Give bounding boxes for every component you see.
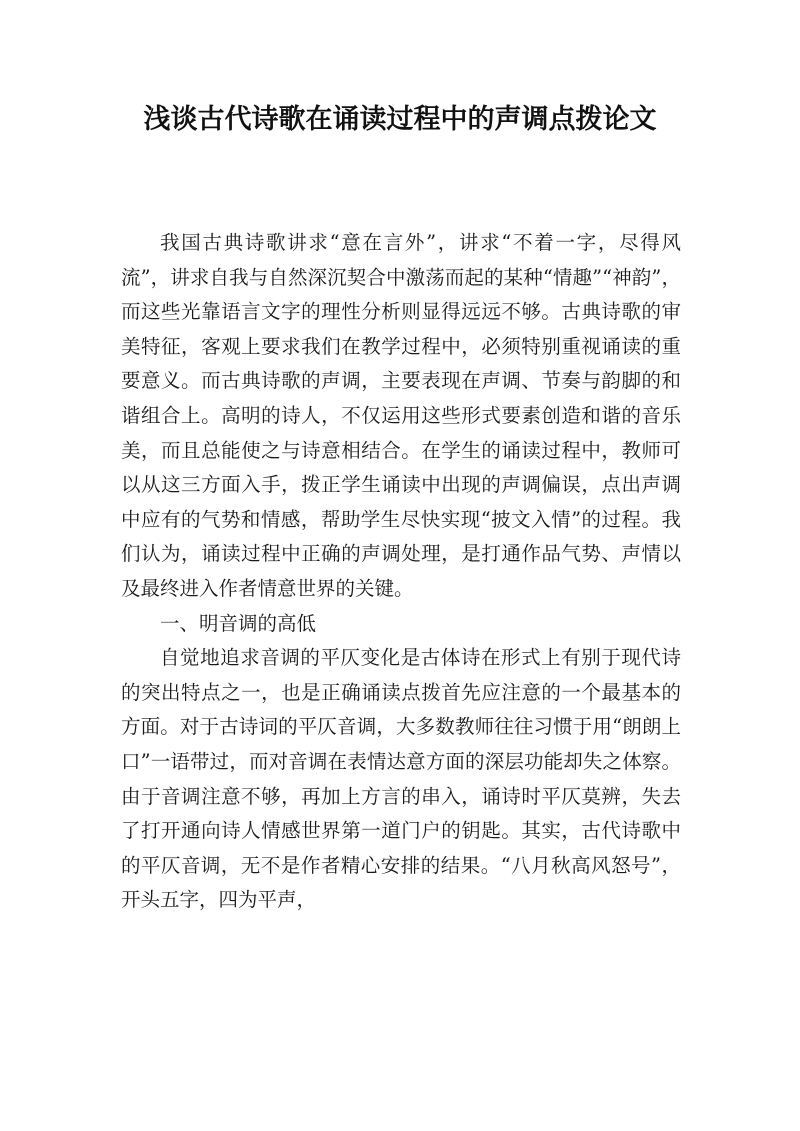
document-body <box>121 226 681 918</box>
document-title: 浅谈古代诗歌在诵读过程中的声调点拨论文 <box>143 104 657 135</box>
body-paragraph: 自觉地追求音调的平仄变化是古体诗在形式上有别于现代诗的突出特点之一，也是正确诵读点拨首先应注意的一个最基本的方面。对于古诗词的平仄音调，大多数教师往往习惯于用“朗朗上口”一语带过，而对音调在表情达意方面的深层功能却失之体察。由于音调注意不够，再加上方言的串入，诵诗时平仄莫辨，失去了打开通向诗人情感世界第一道门户的钥匙。其实，古代诗歌中的平仄音调，无不是作者精心安排的结果。“八月秋高风怒号”，开头五字，四为平声， <box>121 646 681 912</box>
section-heading: 一、明音调的高低 <box>160 611 317 635</box>
body-paragraph: 我国古典诗歌讲求“意在言外”，讲求“不着一字，尽得风流”，讲求自我与自然深沉契合中激荡而起的某种“情趣”“神韵”，而这些光靠语言文字的理性分析则显得远远不够。古典诗歌的审美特征，客观上要求我们在教学过程中，必须特别重视诵读的重要意义。而古典诗歌的声调，主要表现在声调、节奏与韵脚的和谐组合上。高明的诗人，不仅运用这些形式要素创造和谐的音乐美，而且总能使之与诗意相结合。在学生的诵读过程中，教师可以从这三方面入手，拨正学生诵读中出现的声调偏误，点出声调中应有的气势和情感，帮助学生尽快实现“披文入情”的过程。我们认为，诵读过程中正确的声调处理，是打通作品气势、声情以及最终进入作者情意世界的关键。 <box>121 231 681 600</box>
